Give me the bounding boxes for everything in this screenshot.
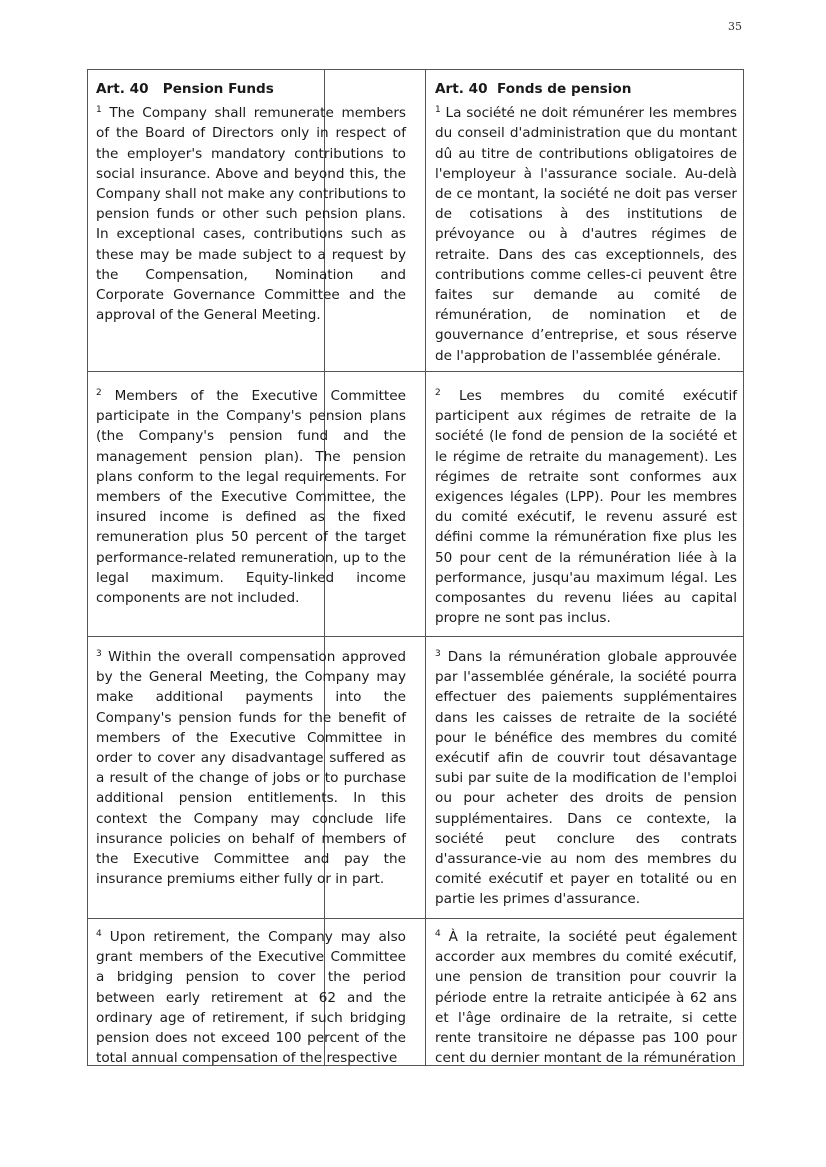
english-paragraph-3	[96, 647, 406, 889]
french-paragraph-4	[435, 927, 737, 1068]
french-paragraph-3	[435, 647, 737, 910]
paragraph-number: 2	[435, 388, 441, 398]
paragraph-number: 1	[435, 105, 441, 116]
english-cell-4	[96, 927, 406, 1068]
english-cell-3	[96, 647, 406, 889]
french-cell-4	[435, 927, 737, 1068]
english-paragraph-1	[96, 103, 406, 325]
paragraph-number: 2	[96, 388, 102, 398]
english-paragraph-2	[96, 386, 406, 608]
row-divider-3	[88, 918, 743, 919]
english-article-heading: Art. 40 Pension Funds	[96, 81, 274, 97]
page-number: 35	[728, 20, 742, 33]
bilingual-articles-table	[87, 69, 744, 1066]
row-divider-2	[88, 636, 743, 637]
english-paragraph-4	[96, 927, 406, 1068]
paragraph-number: 3	[435, 649, 441, 659]
column-divider-right	[425, 70, 426, 1065]
paragraph-text: La société ne doit rémunérer les membres du conseil d'administration que du montant dû au titre de contributions obligatoires de l'employeur à l'assurance sociale. Au-delà de ce montant, la société ne doit pas verser de cotisations à des institutions de prévoyance ou à d'autres régimes de retraite. Dans des cas exceptionnels, des contributions comme celles-ci peuvent être faites sur demande au comité de rémunération, de nomination et de gouvernance d’entreprise, et sous réserve de l'approbation de l'assemblée générale.	[435, 105, 737, 364]
row-divider-1	[88, 371, 743, 372]
french-cell-1	[435, 79, 737, 366]
paragraph-text: The Company shall remunerate members of the Board of Directors only in respect of the employer's mandatory contributions to social insurance. Above and beyond this, the Company shall not make any contributions to pension funds or other such pension plans. In exceptional cases, contributions such as these may be made subject to a request by the Compensation, Nomination and Corporate Governance Committee and the approval of the General Meeting.	[96, 105, 406, 324]
paragraph-text: Dans la rémunération globale approuvée par l'assemblée générale, la société pourra effectuer des paiements supplémentaires dans les caisses de retraite de la société pour le bénéfice des membres du comité exécutif afin de couvrir tout désavantage subi par suite de la modification de l'emploi ou pour acheter des droits de pension supplémentaires. Dans ce contexte, la société peut conclure des contrats d'assurance-vie au nom des membres du comité exécutif et payer en totalité ou en partie les primes d'assurance.	[435, 649, 737, 908]
french-article-heading: Art. 40 Fonds de pension	[435, 81, 632, 97]
paragraph-text: Members of the Executive Committee participate in the Company's pension plans (the Company's pension fund and the management pension plan). The pension plans conform to the legal requirements. For members of the Executive Committee, the insured income is defined as the fixed remuneration plus 50 percent of the target performance-related remuneration, up to the legal maximum. Equity-linked income components are not included.	[96, 388, 406, 607]
paragraph-text: Les membres du comité exécutif participent aux régimes de retraite de la société (le fond de pension de la société et le régime de retraite du management). Les régimes de retraite sont conformes aux exigences légales (LPP). Pour les membres du comité exécutif, le revenu assuré est défini comme la rémunération fixe plus les 50 pour cent de la rémunération liée à la performance, jusqu'au maximum légal. Les composantes du revenu liées au capital propre ne sont pas inclus.	[435, 388, 738, 627]
paragraph-number: 4	[96, 929, 102, 939]
french-cell-2	[435, 386, 737, 628]
paragraph-number: 1	[96, 105, 102, 116]
french-cell-3	[435, 647, 737, 910]
french-paragraph-2	[435, 386, 737, 628]
english-cell-1	[96, 79, 406, 325]
paragraph-text: Within the overall compensation approved by the General Meeting, the Company may make additional payments into the Company's pension funds for the benefit of members of the Executive Committee in order to cover any disadvantage suffered as a result of the change of jobs or to purchase additional pension entitlements. In this context the Company may conclude life insurance policies on behalf of members of the Executive Committee and pay the insurance premiums either fully or in part.	[96, 649, 406, 888]
french-paragraph-1	[435, 103, 737, 366]
english-cell-2	[96, 386, 406, 608]
paragraph-number: 3	[96, 649, 102, 659]
paragraph-text: À la retraite, la société peut également accorder aux membres du comité exécutif, une pension de transition pour couvrir la période entre la retraite anticipée à 62 ans et l'âge ordinaire de la retraite, si cette rente transitoire ne dépasse pas 100 pour cent du dernier montant de la rémunération	[435, 929, 737, 1067]
paragraph-number: 4	[435, 929, 441, 939]
paragraph-text: Upon retirement, the Company may also grant members of the Executive Committee a bridging pension to cover the period between early retirement at 62 and the ordinary age of retirement, if such bridging pension does not exceed 100 percent of the total annual compensation of the respective	[96, 929, 406, 1067]
